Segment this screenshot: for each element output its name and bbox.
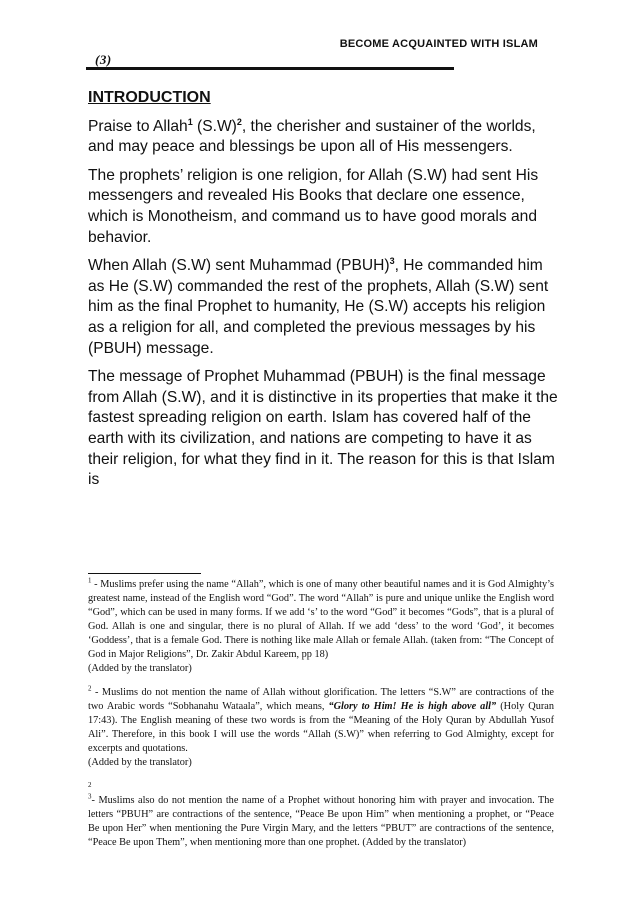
- paragraph-3: [88, 256, 558, 359]
- footnote-separator: [88, 573, 201, 574]
- footnote-ref-1: 1: [187, 116, 193, 127]
- footnote-2-number: 2: [88, 684, 92, 693]
- paragraph-4: The message of Prophet Muhammad (PBUH) is the final message from Allah (S.W), and it is distinctive in its properties that make it the fastest spreading religion on earth. Islam has covered half of the earth with its civilization, and nations are competing to have it as their religion, for what they find in it. The reason for this is that Islam is: [88, 368, 558, 489]
- footnote-1-text: - Muslims prefer using the name “Allah”, which is one of many other beautiful names and it is God Almighty’s greatest name, instead of the English word “God”. The word “Allah” is pure and unique unlike the English word “God”, which can be used in many forms. If we add ‘s’ to the word “God” it becomes “Gods”, that is a plural of God. Allah is one and singular, there is no plural of Allah. If we add ‘dess’ to the word ‘God’, it becomes ‘Goddess’, that is a female God. There is nothing like male Allah or female Allah. (taken from: “The Concept of God in Major Religions”, Dr. Zakir Abdul Kareem, pp 18): [88, 579, 554, 660]
- paragraph-3-part-b: , He commanded him as He (S.W) commanded the rest of the prophets, Allah (S.W) sent him as the final Prophet to humanity, He (S.W) accepts his religion as a religion for all, and completed the previous messages by his (PBUH) message.: [88, 257, 549, 357]
- footnote-ref-3: 3: [389, 255, 395, 266]
- paragraph-3-part-a: When Allah (S.W) sent Muhammad (PBUH): [88, 257, 390, 275]
- footnote-1-number: 1: [88, 576, 92, 585]
- running-title: BECOME ACQUAINTED WITH ISLAM: [339, 38, 538, 50]
- page-number: (3): [95, 52, 112, 67]
- footnote-3: [88, 794, 554, 850]
- footnote-2: [88, 686, 554, 770]
- paragraph-2: The prophets’ religion is one religion, for Allah (S.W) had sent His messengers and revealed His Books that declare one essence, which is Monotheism, and command us to have good morals and behavior.: [88, 166, 539, 246]
- header-rule: [86, 67, 454, 70]
- footnote-2-quote: “Glory to Him! He is high above all”: [328, 701, 497, 712]
- main-body: [88, 88, 558, 499]
- footnote-stray-number: 2: [88, 781, 92, 789]
- footnote-2-text-a: - Muslims do not mention the name of Allah without glorification. The letters “S.W” are contractions of the two Arabic words “Sobhanahu Wataala”, which means,: [88, 687, 554, 712]
- footnote-1: [88, 578, 554, 676]
- footnote-1-note: (Added by the translator): [88, 663, 192, 674]
- paragraph-1-part-c: , the cherisher and sustainer of the worlds, and may peace and blessings be upon all of His messengers.: [88, 117, 536, 156]
- footnote-2-text-b: (Holy Quran 17:43). The English meaning of these two words is from the “Meaning of the Holy Quran by Abdullah Yusof Ali”. Therefore, in this book I will use the words “Allah (S.W)” when referring to God Almighty, except for excerpts and quotations.: [88, 701, 555, 754]
- section-heading: INTRODUCTION: [88, 89, 211, 106]
- paragraph-1-part-b: (S.W): [192, 117, 237, 135]
- footnote-3-text: - Muslims also do not mention the name of a Prophet without honoring him with prayer and invocation. The letters “PBUH” are contractions of the sentence, “Peace Be upon Him” when mentioning a prophet, or “Peace Be upon Her” when mentioning the Pure Virgin Mary, and the letters “PBUT” are contractions of the sentence, “Peace Be upon Them”, when mentioning more than one prophet. (Added by the translator): [88, 795, 554, 848]
- footnote-ref-2: 2: [236, 116, 242, 127]
- paragraph-1: [88, 117, 558, 158]
- paragraph-1-part-a: Praise to Allah: [88, 117, 188, 135]
- footnote-2-note: (Added by the translator): [88, 757, 192, 768]
- footnote-3-number: 3: [88, 792, 92, 801]
- footnotes: [88, 578, 554, 860]
